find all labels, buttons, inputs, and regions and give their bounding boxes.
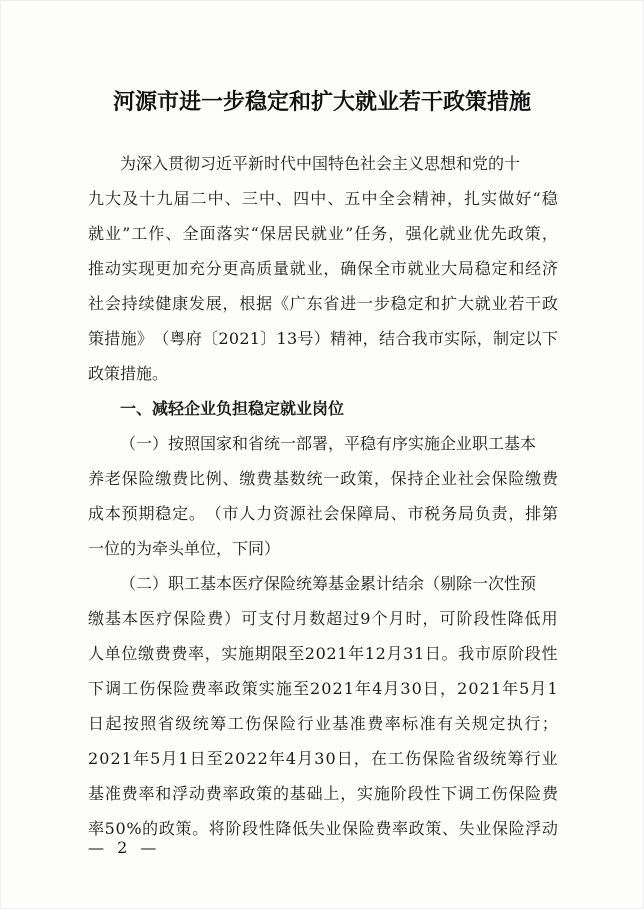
paragraph-line: 下 调 工 伤 保 险 费 率 政 策 实 施 至 2 0 2 1 年 4 月 3 0 日 ， 2 0 2 1 年 5 月 1 <box>88 679 558 698</box>
paragraph-line: 成 本 预 期 稳 定 。 （ 市 人 力 资 源 社 会 保 障 局 、 市 税 务 局 负 责 ， 排 第 <box>88 504 558 523</box>
paragraph-line: 就 业 ” 工 作 、 全 面 落 实 “ 保 居 民 就 业 ” 任 务 ， 强 化 就 业 优 先 政 策 ， <box>88 224 558 243</box>
paragraph-line: 人 单 位 缴 费 费 率 ， 实 施 期 限 至 2 0 2 1 年 1 2 月 3 1 日 。 我 市 原 阶 段 性 <box>88 644 558 663</box>
paragraph-line: 养 老 保 险 缴 费 比 例 、 缴 费 基 数 统 一 政 策 ， 保 持 企 业 社 会 保 险 缴 费 <box>88 469 558 488</box>
paragraph-line: 社 会 持 续 健 康 发 展 ， 根 据 《 广 东 省 进 一 步 稳 定 和 扩 大 就 业 若 干 政 <box>88 294 558 313</box>
document-title: 河源市进一步稳定和扩大就业若干政策措施 <box>112 90 531 115</box>
paragraph-line: 率 5 0 % 的 政 策 。 将 阶 段 性 降 低 失 业 保 险 费 率 政 策 、 失 业 保 险 浮 动 <box>88 819 558 838</box>
paragraph-line: 为深入贯彻习近平新时代中国特色社会主义思想和党的十 <box>120 154 521 173</box>
paragraph-line: 政策措施。 <box>88 364 169 383</box>
paragraph-line: 九 大 及 十 九 届 二 中 、 三 中 、 四 中 、 五 中 全 会 精 神 ， 扎 实 做 好 “ 稳 <box>88 189 558 208</box>
paragraph-line: 推 动 实 现 更 加 充 分 更 高 质 量 就 业 ， 确 保 全 市 就 业 大 局 稳 定 和 经 济 <box>88 259 558 278</box>
paragraph-line: 2 0 2 1 年 5 月 1 日 至 2 0 2 2 年 4 月 3 0 日 ， 在 工 伤 保 险 省 级 统 筹 行 业 <box>88 749 558 768</box>
page-number: — 2 — <box>88 838 161 857</box>
paragraph-line: 一位的为牵头单位，下同） <box>88 539 281 558</box>
paragraph-line: 缴 基 本 医 疗 保 险 费 ） 可 支 付 月 数 超 过 9 个 月 时 ， 可 阶 段 性 降 低 用 <box>88 609 558 628</box>
paragraph-line: （二）职工基本医疗保险统筹基金累计结余（剔除一次性预 <box>120 574 537 593</box>
paragraph-line: （一）按照国家和省统一部署，平稳有序实施企业职工基本 <box>120 434 537 453</box>
section-heading: 一、减轻企业负担稳定就业岗位 <box>120 399 345 418</box>
paragraph-line: 基 准 费 率 和 浮 动 费 率 政 策 的 基 础 上 ， 实 施 阶 段 性 下 调 工 伤 保 险 费 <box>88 784 558 803</box>
paragraph-line: 日 起 按 照 省 级 统 筹 工 伤 保 险 行 业 基 准 费 率 标 准 有 关 规 定 执 行 ； <box>88 714 558 733</box>
paragraph-line: 策 措 施 》 （ 粤 府 〔 2 0 2 1 〕 1 3 号 ） 精 神 ， 结 合 我 市 实 际 ， 制 定 以 下 <box>88 329 558 348</box>
